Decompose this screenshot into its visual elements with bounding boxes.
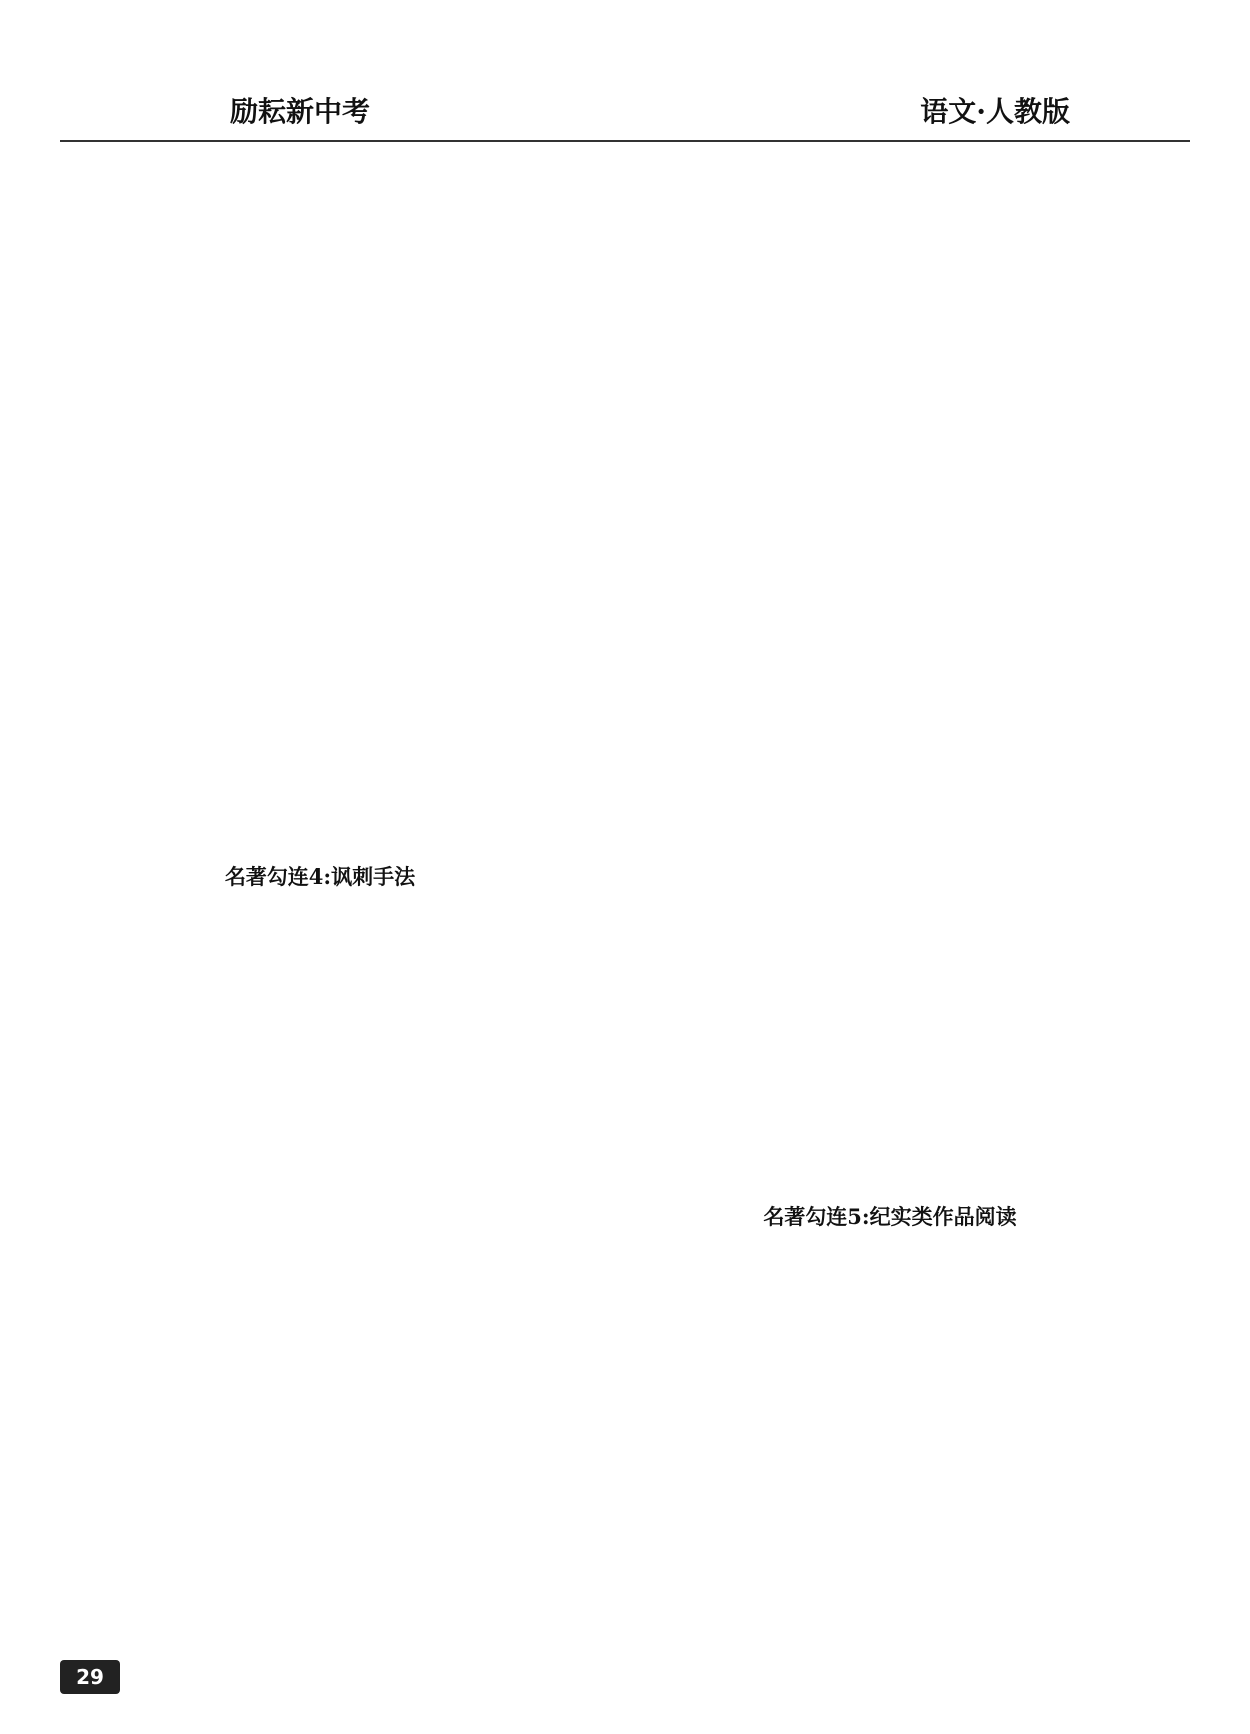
page-header [60, 60, 1190, 142]
subject-edition: 语文·人教版 [920, 95, 1070, 128]
left-column [60, 160, 580, 904]
page-number: 29 [60, 1660, 120, 1694]
right-column [630, 160, 1150, 1244]
section-heading-5: 名著勾连5:纪实类作品阅读 [763, 1204, 1017, 1229]
book-title: 励耘新中考 [230, 95, 371, 128]
section-heading-4: 名著勾连4:讽刺手法 [224, 864, 416, 889]
